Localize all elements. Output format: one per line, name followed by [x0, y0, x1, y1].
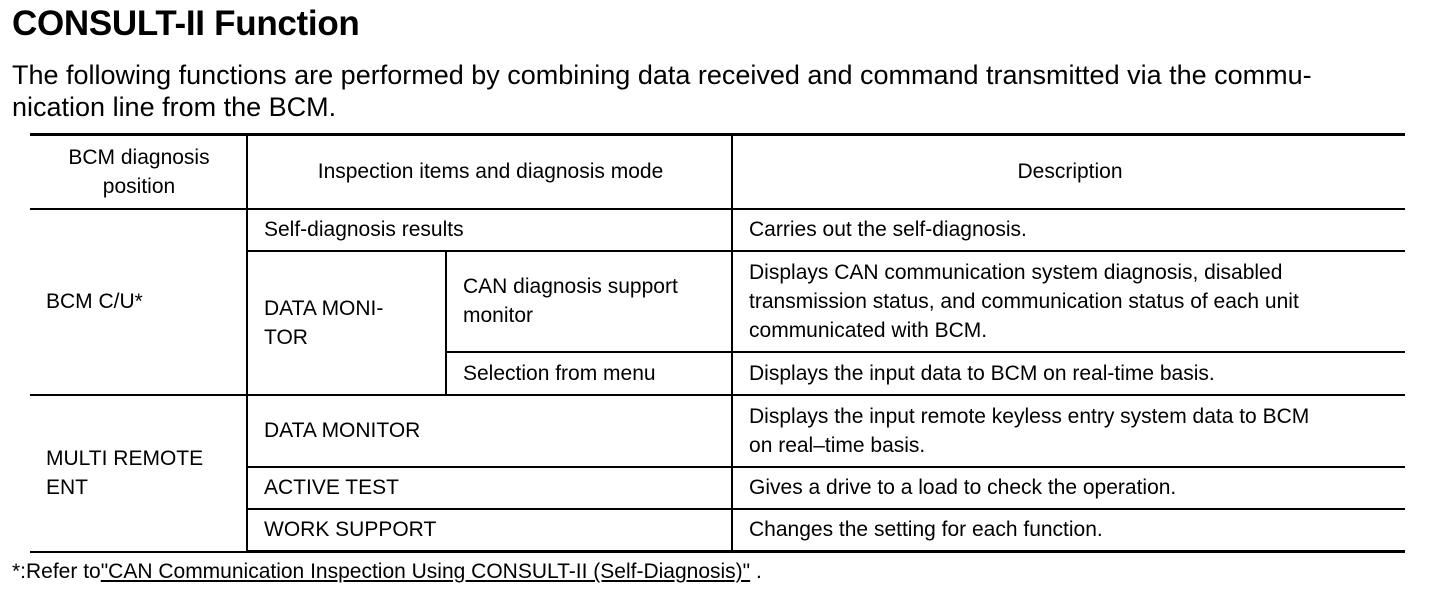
- item-work-support: WORK SUPPORT: [247, 509, 732, 552]
- table-row: [30, 395, 1405, 467]
- position-bcm-cu: BCM C/U*: [30, 209, 247, 395]
- description-remote-data-monitor: [732, 395, 1405, 467]
- item-line-2: monitor: [463, 304, 534, 327]
- item-can-diagnosis-support-monitor: [446, 251, 732, 352]
- item-active-test: ACTIVE TEST: [247, 467, 732, 509]
- table-header-row: [30, 135, 1405, 209]
- description-can-diagnosis: [732, 251, 1405, 352]
- footnote-prefix: *:Refer to: [12, 560, 101, 583]
- item-line-1: CAN diagnosis support: [463, 275, 678, 298]
- description-line-1: Displays the input remote keyless entry system data to BCM: [749, 404, 1310, 428]
- header-position-line-2: position: [102, 174, 176, 198]
- position-line-2: ENT: [46, 476, 88, 499]
- item-selection-from-menu: Selection from menu: [446, 352, 732, 395]
- table-row: [30, 209, 1405, 251]
- description-active-test: Gives a drive to a load to check the operation.: [732, 467, 1405, 509]
- mode-line-2: TOR: [264, 325, 308, 349]
- description-line-2: on real–time basis.: [749, 433, 926, 457]
- item-self-diagnosis-results: Self-diagnosis results: [247, 209, 732, 251]
- description-line-1: Displays CAN communication system diagnosis, disabled: [749, 260, 1283, 284]
- description-work-support: Changes the setting for each function.: [732, 509, 1405, 552]
- page-title: CONSULT-II Function: [12, 4, 360, 43]
- can-inspection-link[interactable]: "CAN Communication Inspection Using CONSULT-II (Self-Diagnosis)": [100, 560, 751, 583]
- description-self-diagnosis: Carries out the self-diagnosis.: [732, 209, 1405, 251]
- mode-line-1: DATA MONI-: [264, 296, 384, 320]
- position-line-1: MULTI REMOTE: [46, 447, 204, 470]
- header-description: Description: [732, 135, 1405, 209]
- description-line-2: transmission status, and communication status of each unit: [749, 289, 1299, 313]
- item-data-monitor: DATA MONITOR: [247, 395, 732, 467]
- header-position-line-1: BCM diagnosis: [68, 145, 210, 169]
- consult-function-table: [30, 133, 1405, 553]
- description-selection-from-menu: Displays the input data to BCM on real-time basis.: [732, 352, 1405, 395]
- footnote-suffix: .: [750, 560, 762, 583]
- intro-paragraph: [12, 59, 1424, 123]
- position-multi-remote-ent: [30, 395, 247, 552]
- header-bcm-diagnosis-position: [30, 135, 247, 209]
- footnote: [12, 558, 762, 586]
- header-inspection-items: Inspection items and diagnosis mode: [247, 135, 732, 209]
- description-line-3: communicated with BCM.: [749, 318, 988, 342]
- intro-line-2: nication line from the BCM.: [12, 92, 337, 122]
- mode-data-monitor: [247, 251, 446, 395]
- intro-line-1: The following functions are performed by combining data received and command transmitted via the commu-: [12, 60, 1312, 90]
